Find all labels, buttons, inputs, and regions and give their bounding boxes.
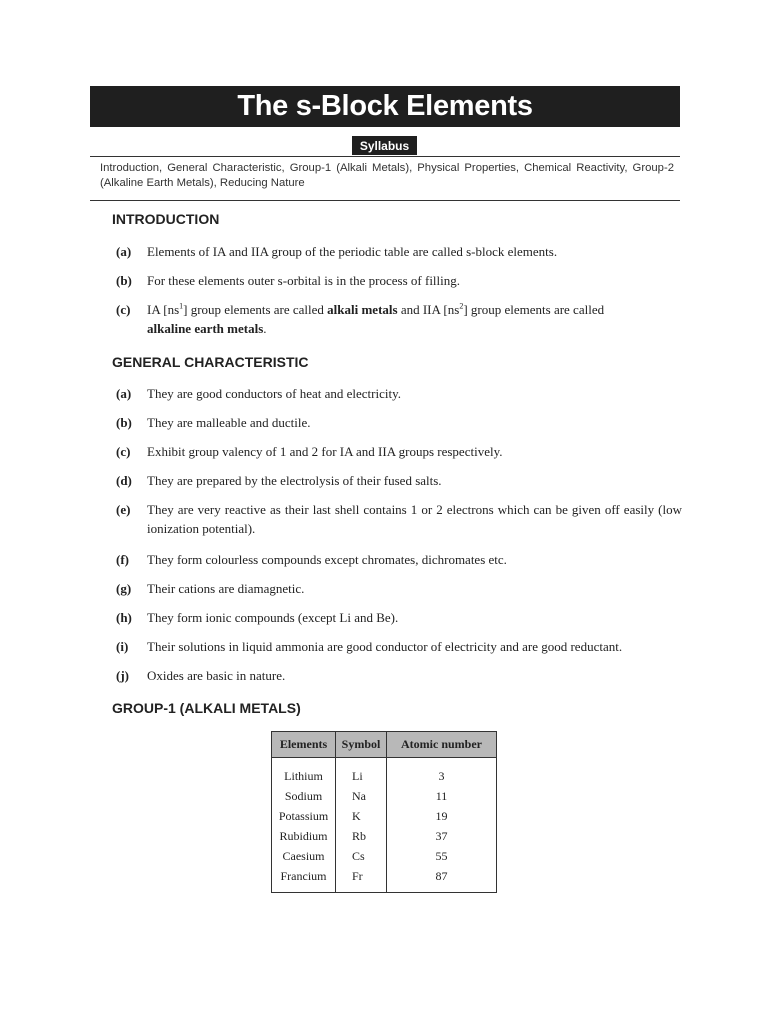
- item-text: They form ionic compounds (except Li and Be).: [147, 610, 399, 625]
- item-label: (c): [116, 302, 131, 317]
- item-text: Their solutions in liquid ammonia are good conductor of electricity and are good reductant.: [147, 639, 623, 654]
- page-title: The s-Block Elements: [90, 86, 680, 127]
- introduction-item-c: [116, 300, 682, 338]
- table-header-row: [272, 732, 497, 758]
- item-label: (a): [116, 386, 132, 401]
- general-item-i: [116, 637, 682, 656]
- general-item-e: [116, 500, 682, 538]
- element-name: Potassium: [272, 806, 336, 826]
- item-text: They are prepared by the electrolysis of their fused salts.: [147, 473, 442, 488]
- element-symbol: K: [336, 806, 387, 826]
- atomic-number: 55: [435, 848, 448, 863]
- atomic-number: 3: [438, 768, 445, 783]
- introduction-heading: INTRODUCTION: [112, 211, 220, 227]
- introduction-item-a: [116, 242, 682, 261]
- general-item-d: [116, 471, 682, 490]
- element-name: Rubidium: [272, 826, 336, 846]
- syllabus-text: Introduction, General Characteristic, Group-1 (Alkali Metals), Physical Properties, Chemical Reactivity, Group-2 (Alkaline Earth Metals), Reducing Nature: [100, 162, 674, 189]
- element-name: Caesium: [272, 846, 336, 866]
- item-text: They are malleable and ductile.: [147, 415, 311, 430]
- atomic-number: 19: [435, 808, 448, 823]
- element-symbol: Cs: [336, 846, 387, 866]
- column-header: Symbol: [336, 732, 387, 758]
- element-name: Lithium: [272, 758, 336, 787]
- introduction-item-b: [116, 271, 682, 290]
- atomic-number: 87: [435, 868, 448, 883]
- group1-heading: GROUP-1 (ALKALI METALS): [112, 700, 301, 716]
- item-text: Their cations are diamagnetic.: [147, 581, 305, 596]
- item-text: Exhibit group valency of 1 and 2 for IA and IIA groups respectively.: [147, 444, 503, 459]
- element-symbol: Fr: [336, 866, 387, 893]
- general-item-j: [116, 666, 682, 685]
- syllabus-top-rule: [90, 156, 680, 157]
- element-symbol: Li: [336, 758, 387, 787]
- item-label: (i): [116, 639, 129, 654]
- item-label: (j): [116, 668, 129, 683]
- table-row: [272, 806, 497, 826]
- item-label: (g): [116, 581, 132, 596]
- term-alkaline-earth-metals: alkaline earth metals: [147, 321, 264, 336]
- table-row: [272, 758, 497, 787]
- syllabus-label: Syllabus: [352, 136, 417, 155]
- column-header: Elements: [272, 732, 336, 758]
- element-name: Francium: [272, 866, 336, 893]
- atomic-number: 37: [435, 828, 448, 843]
- table-row: [272, 786, 497, 806]
- general-item-a: [116, 384, 682, 403]
- general-item-h: [116, 608, 682, 627]
- element-symbol: Rb: [336, 826, 387, 846]
- item-label: (f): [116, 552, 129, 567]
- item-text: For these elements outer s-orbital is in the process of filling.: [147, 273, 461, 288]
- syllabus-bottom-rule: [90, 200, 680, 201]
- element-name: Sodium: [272, 786, 336, 806]
- table-row: [272, 846, 497, 866]
- general-item-c: [116, 442, 682, 461]
- item-text: Oxides are basic in nature.: [147, 668, 286, 683]
- atomic-number: 11: [435, 788, 448, 803]
- item-text: They are very reactive as their last shell contains 1 or 2 electrons which can be given off easily (low ionization potential).: [147, 502, 682, 536]
- item-label: (b): [116, 415, 132, 430]
- item-label: (h): [116, 610, 132, 625]
- item-label: (a): [116, 244, 132, 259]
- item-label: (e): [116, 502, 131, 517]
- item-label: (d): [116, 473, 132, 488]
- item-text: They are good conductors of heat and electricity.: [147, 386, 401, 401]
- item-text: Elements of IA and IIA group of the periodic table are called s-block elements.: [147, 244, 558, 259]
- element-symbol: Na: [336, 786, 387, 806]
- general-item-g: [116, 579, 682, 598]
- alkali-metals-table: [271, 731, 497, 893]
- item-text: They form colourless compounds except chromates, dichromates etc.: [147, 552, 507, 567]
- column-header: Atomic number: [387, 732, 497, 758]
- item-text: IA $[ns^1]$ group elements are called alkali metals and IIA $[ns^2]$ group elements are called alkaline earth metals.: [147, 301, 605, 336]
- term-alkali-metals: alkali metals: [327, 302, 398, 317]
- general-item-b: [116, 413, 682, 432]
- general-item-f: [116, 550, 682, 569]
- item-label: (b): [116, 273, 132, 288]
- table-row: [272, 866, 497, 893]
- item-label: (c): [116, 444, 131, 459]
- table-row: [272, 826, 497, 846]
- general-heading: GENERAL CHARACTERISTIC: [112, 354, 309, 370]
